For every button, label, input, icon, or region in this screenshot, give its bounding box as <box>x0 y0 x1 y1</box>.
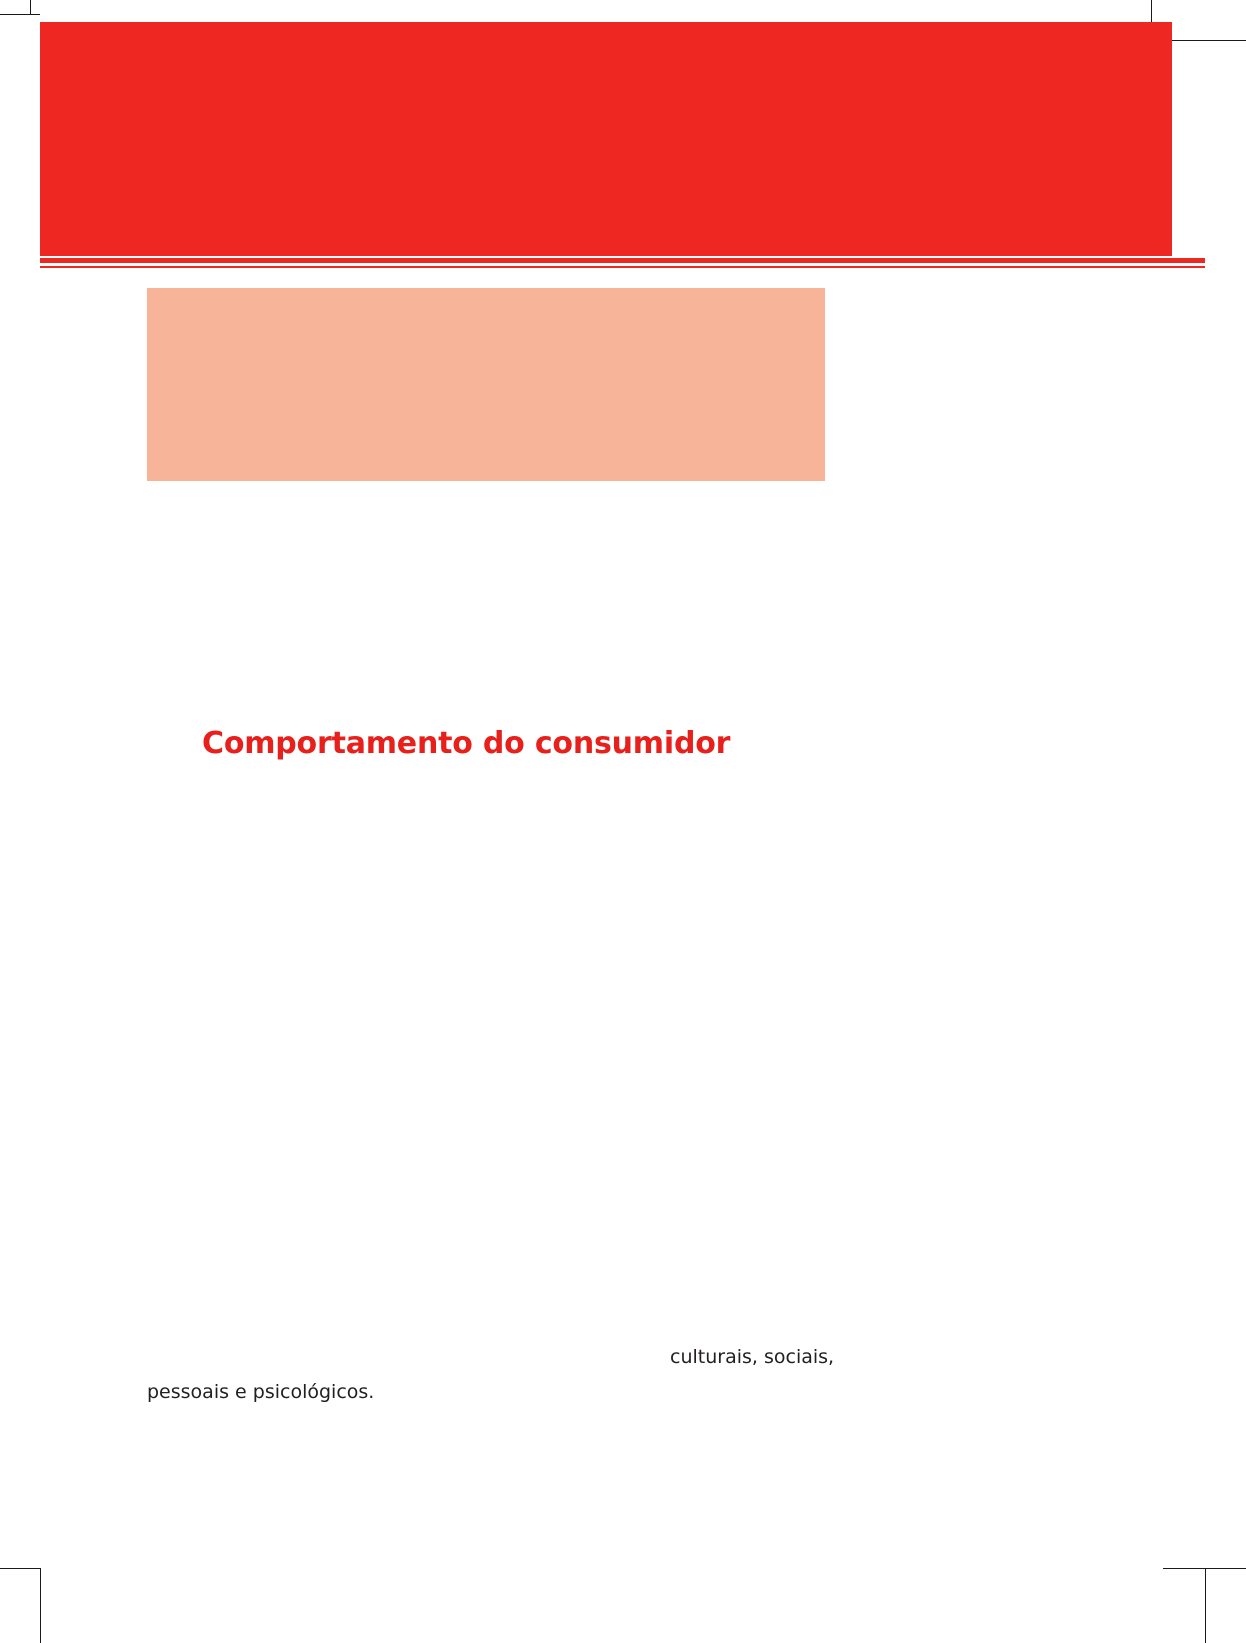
body-text-fragment-2: pessoais e psicológicos. <box>147 1381 375 1403</box>
crop-mark-top-left-horizontal <box>0 14 40 15</box>
body-text-fragment-1: culturais, sociais, <box>670 1346 835 1368</box>
salmon-content-block <box>147 288 825 481</box>
header-rule-thin <box>40 266 1205 268</box>
crop-mark-top-left-vertical <box>30 0 31 14</box>
crop-mark-bottom-left-vertical <box>40 1568 41 1643</box>
crop-mark-bottom-right-vertical <box>1205 1568 1206 1643</box>
page-title: Comportamento do consumidor <box>202 726 731 761</box>
page-header-band <box>40 22 1172 256</box>
crop-mark-top-right-horizontal <box>1163 40 1246 41</box>
header-rule-thick <box>40 258 1205 263</box>
crop-mark-bottom-right-horizontal <box>1163 1568 1246 1569</box>
crop-mark-bottom-left-horizontal <box>0 1568 40 1569</box>
